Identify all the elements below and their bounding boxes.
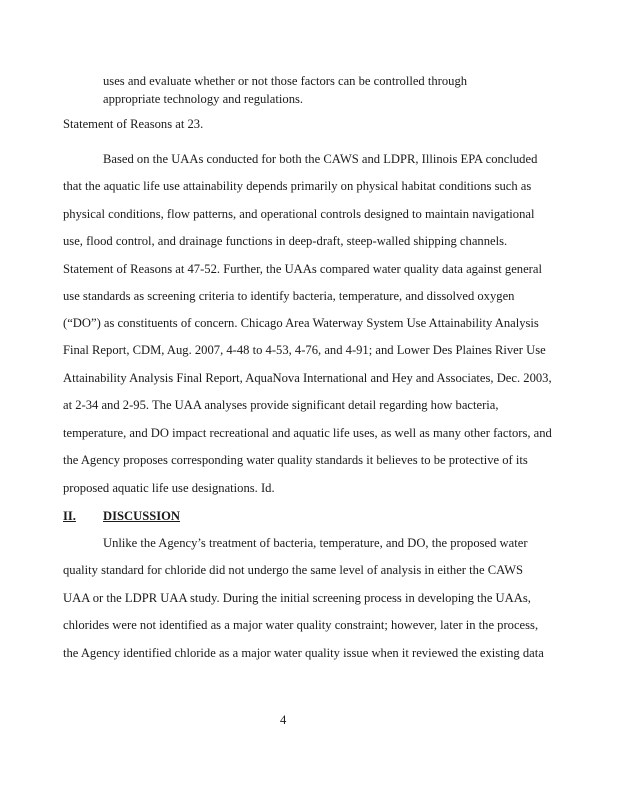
paragraph-line: Final Report, CDM, Aug. 2007, 4-48 to 4-53, 4-76, and 4-91; and Lower Des Plaines River Use [63,343,546,357]
paragraph-line: (“DO”) as constituents of concern. Chicago Area Waterway System Use Attainability Analysis [63,316,539,330]
citation: Statement of Reasons at 23. [63,117,204,131]
page-number: 4 [280,713,287,727]
paragraph-line: the Agency identified chloride as a major water quality issue when it reviewed the existing data [63,646,544,660]
paragraph-line: use, flood control, and drainage functions in deep-draft, steep-walled shipping channels. [63,234,508,248]
section-heading [63,509,180,523]
paragraph-line: chlorides were not identified as a major water quality constraint; however, later in the process, [63,618,539,632]
paragraph-line: at 2-34 and 2-95. The UAA analyses provide significant detail regarding how bacteria, [63,398,499,412]
paragraph-line: UAA or the LDPR UAA study. During the initial screening process in developing the UAAs, [63,591,531,605]
block-quote-line: appropriate technology and regulations. [103,92,304,106]
paragraph-line: the Agency proposes corresponding water quality standards it believes to be protective of its [63,453,528,467]
paragraph-line: physical conditions, flow patterns, and operational controls designed to maintain navigational [63,207,535,221]
paragraph-line: Unlike the Agency’s treatment of bacteria, temperature, and DO, the proposed water [103,536,528,550]
paragraph-line: that the aquatic life use attainability depends primarily on physical habitat conditions such as [63,179,532,193]
paragraph-line: quality standard for chloride did not undergo the same level of analysis in either the CAWS [63,563,524,577]
section-title: DISCUSSION [103,509,180,523]
section-number: II. [63,509,76,523]
paragraph-line: Statement of Reasons at 47-52. Further, the UAAs compared water quality data against general [63,262,542,276]
paragraph-line: temperature, and DO impact recreational and aquatic life uses, as well as many other factors, and [63,426,552,440]
paragraph-line: Attainability Analysis Final Report, AquaNova International and Hey and Associates, Dec. 2003, [63,371,552,385]
paragraph-line: use standards as screening criteria to identify bacteria, temperature, and dissolved oxygen [63,289,515,303]
paragraph-line: proposed aquatic life use designations. Id. [63,481,275,495]
block-quote-line: uses and evaluate whether or not those factors can be controlled through [103,74,468,88]
paragraph-line: Based on the UAAs conducted for both the CAWS and LDPR, Illinois EPA concluded [103,152,538,166]
